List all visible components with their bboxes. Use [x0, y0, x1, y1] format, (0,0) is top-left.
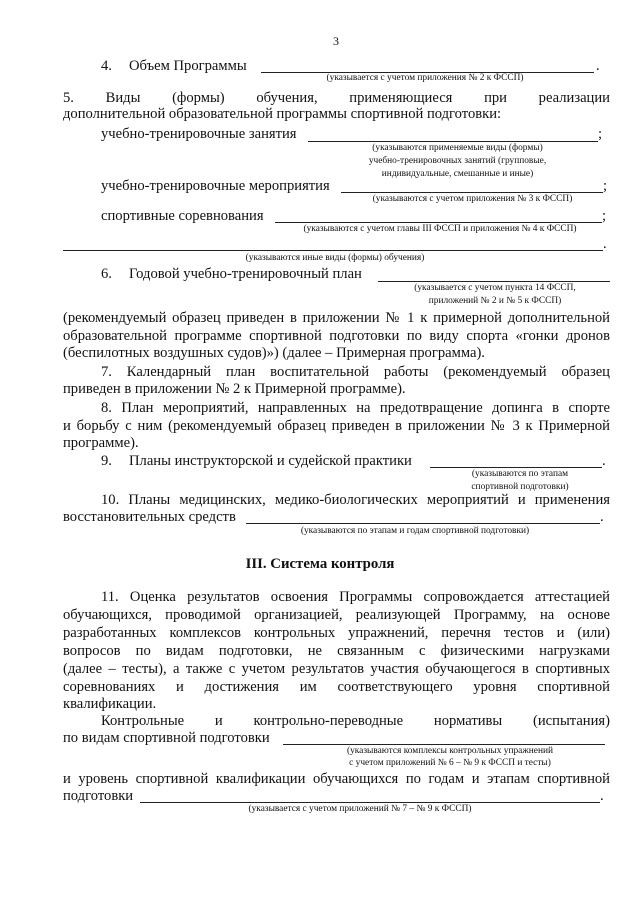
training-events-note: (указываются с учетом приложения № 3 к ФССП) [372, 194, 573, 204]
section-title: III. Система контроля [245, 556, 395, 572]
item6-label: Годовой учебно-тренировочный план [129, 266, 362, 282]
item10-line2: восстановительных средств [63, 509, 236, 525]
item4-label: Объем Программы [129, 58, 247, 74]
item8-text-3: программе). [63, 435, 139, 451]
item10-note: (указываются по этапам и годам спортивной подготовки) [300, 526, 530, 536]
training-sessions-note-2: учебно-тренировочных занятий (групповые, [368, 156, 547, 166]
item11-text-5: (далее – тесты), а также с учетом результатов участия обучающегося в спортивных [63, 661, 610, 677]
item8-text-2: и борьбу с ним (рекомендуемый образец приведен в приложении № 3 к Примерной [63, 418, 610, 434]
item5-line1: 5. Виды (формы) обучения, применяющиеся при реализации [63, 90, 610, 106]
item11-text-3: разработанных комплексов контрольных упражнений, перечня тестов и (или) [63, 625, 610, 641]
qualification-line1: и уровень спортивной квалификации обучающихся по годам и этапам спортивной [63, 771, 610, 787]
item11-text-6: соревнованиях и достижения им соответствующего уровня спортивной [63, 679, 610, 695]
other-forms-fill-line [63, 250, 603, 251]
item8-text-1: 8. План мероприятий, направленных на предотвращение допинга в спорте [101, 400, 610, 416]
item7-text-2: приведен в приложении № 2 к Примерной программе). [63, 381, 406, 397]
norms-note-1: (указываются комплексы контрольных упражнений [346, 746, 554, 756]
item10-fill-line [246, 523, 600, 524]
competitions-label: спортивные соревнования [101, 208, 264, 224]
item11-text-7: квалификации. [63, 696, 157, 712]
item10-line1: 10. Планы медицинских, медико-биологических мероприятий и применения [101, 492, 610, 508]
item11-text-2: обучающихся, проводимой организацией, реализующей Программу, на основе [63, 607, 610, 623]
item5-line2: дополнительной образовательной программы спортивной подготовки: [63, 106, 502, 122]
training-sessions-note-1: (указываются применяемые виды (формы) [372, 143, 543, 153]
item6-number: 6. [101, 266, 112, 282]
item6-note-1: (указывается с учетом пункта 14 ФССП, [414, 283, 576, 293]
training-sessions-label: учебно-тренировочные занятия [101, 126, 297, 142]
other-forms-note: (указываются иные виды (формы) обучения) [245, 253, 425, 263]
item6-text-2: образовательной программе спортивной подготовки по виду спорта «гонки дронов [63, 328, 610, 344]
item4-note: (указывается с учетом приложения № 2 к ФССП) [326, 73, 524, 83]
item9-label: Планы инструкторской и судейской практики [129, 453, 412, 469]
item9-note-2: спортивной подготовки) [471, 482, 569, 492]
item6-note-2: приложений № 2 и № 5 к ФССП) [428, 296, 562, 306]
item9-number: 9. [101, 453, 112, 469]
training-sessions-note-3: индивидуальные, смешанные и иные) [381, 169, 534, 179]
qualification-note: (указывается с учетом приложений № 7 – № 9 к ФССП) [248, 804, 472, 814]
item6-text-3: (беспилотных воздушных судов)») (далее – Примерная программа). [63, 345, 485, 361]
norms-line1: Контрольные и контрольно-переводные нормативы (испытания) [101, 713, 610, 729]
competitions-note: (указываются с учетом главы III ФССП и приложения № 4 к ФССП) [303, 224, 577, 234]
training-events-label: учебно-тренировочные мероприятия [101, 178, 330, 194]
item7-text-1: 7. Календарный план воспитательной работы (рекомендуемый образец [101, 364, 610, 380]
item11-text-1: 11. Оценка результатов освоения Программы сопровождается аттестацией [101, 589, 610, 605]
page-number: 3 [333, 34, 339, 48]
qualification-line2: подготовки [63, 788, 134, 804]
item4-number: 4. [101, 58, 112, 74]
norms-line2: по видам спортивной подготовки [63, 730, 270, 746]
norms-note-2: с учетом приложений № 6 – № 9 к ФССП и тесты) [349, 758, 551, 768]
item9-note-1: (указываются по этапам [471, 469, 569, 479]
item11-text-4: вопросов по видам подготовки, не связанным с физическими нагрузками [63, 643, 610, 659]
item6-text-1: (рекомендуемый образец приведен в приложении № 1 к примерной дополнительной [63, 310, 610, 326]
